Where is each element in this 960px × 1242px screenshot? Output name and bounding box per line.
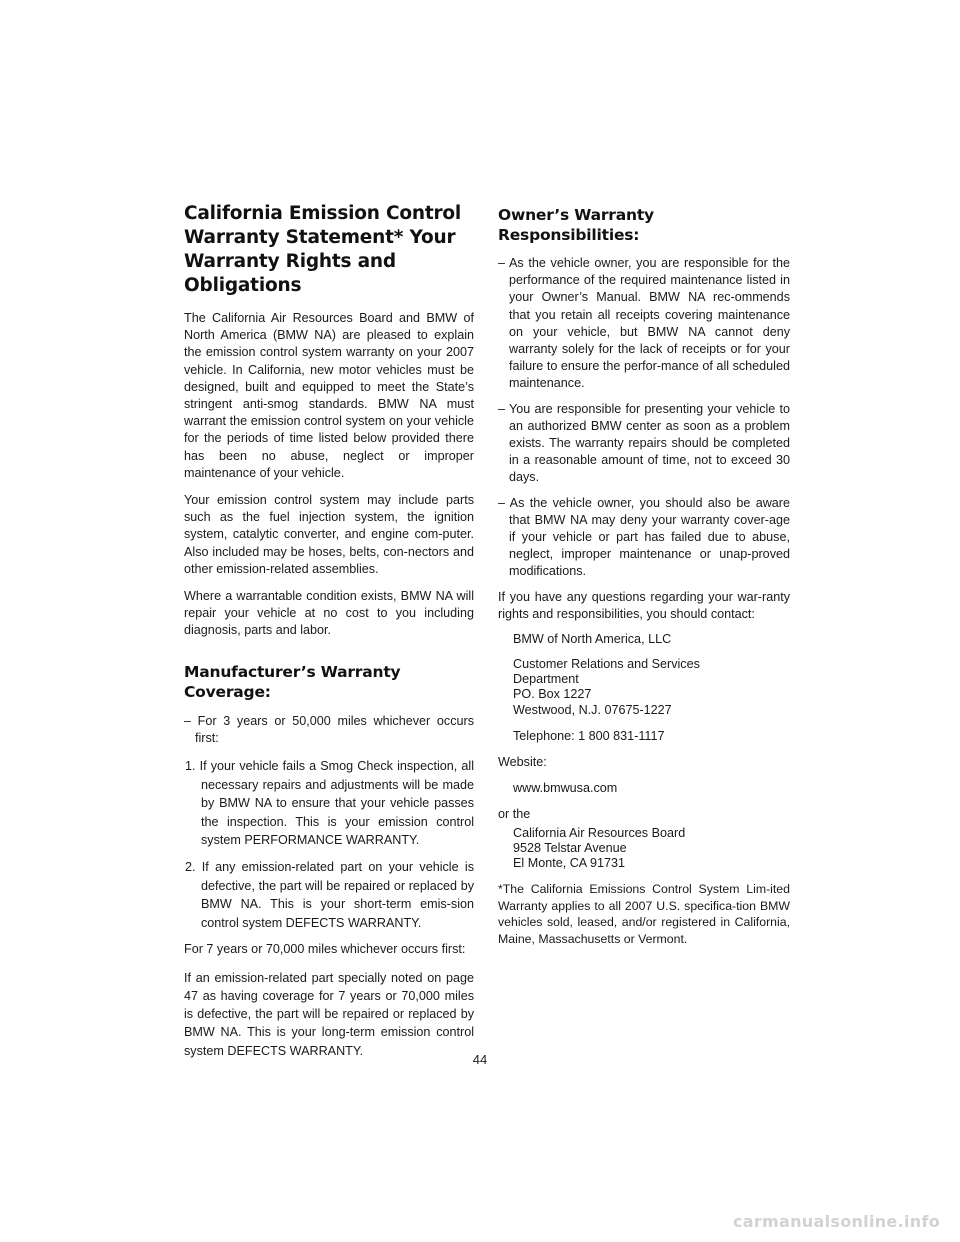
website-label: Website: xyxy=(498,754,547,769)
contact-address xyxy=(513,657,790,718)
repair-paragraph: Where a warrantable condition exists, BMW NA will repair your vehicle at no cost to you including diagnosis, parts and labor. xyxy=(184,589,474,638)
address-line: 9528 Telstar Avenue xyxy=(513,841,627,856)
right-column xyxy=(498,205,790,947)
page-title: California Emission Control Warranty Statement* Your Warranty Rights and Obligations xyxy=(184,203,462,296)
responsibility-item-3: – As the vehicle owner, you should also be aware that BMW NA may deny your warranty cover-age if your vehicle or part has failed due to abuse, neglect, improper maintenance or unap-proved modifications. xyxy=(498,495,790,579)
coverage-heading: Manufacturer’s Warranty Coverage: xyxy=(184,662,401,701)
page-number: 44 xyxy=(472,1052,488,1067)
watermark: carmanualsonline.info xyxy=(732,1212,940,1231)
intro-paragraph: The California Air Resources Board and BMW of North America (BMW NA) are pleased to explain the emission control system warranty on your 2007 vehicle. In California, new motor vehicles must be designed, built and equipped to meet the State’s stringent anti-smog standards. BMW NA must warrant the emission control system on your vehicle for the periods of time listed below provided there has been no abuse, neglect or improper maintenance of your vehicle. xyxy=(184,311,474,480)
address-line: Department xyxy=(513,672,579,687)
address-line: El Monte, CA 91731 xyxy=(513,856,626,871)
telephone: Telephone: 1 800 831-1117 xyxy=(513,728,665,743)
owner-responsibilities-heading: Owner’s Warranty Responsibilities: xyxy=(498,206,654,244)
seven-years-paragraph: For 7 years or 70,000 miles whichever occurs first: xyxy=(184,942,466,957)
address-line: California Air Resources Board xyxy=(513,825,686,840)
parts-paragraph: Your emission control system may include parts such as the fuel injection system, the ignition system, catalytic converter, and engine com-puter. Also included may be hoses, belts, con-nectors and other emission-related assemblies. xyxy=(184,493,474,576)
address-line: Westwood, N.J. 07675-1227 xyxy=(513,702,672,717)
numbered-list xyxy=(184,757,474,932)
questions-paragraph: If you have any questions regarding your war-ranty rights and responsibilities, you should contact: xyxy=(498,589,790,621)
numbered-item-1: 1. If your vehicle fails a Smog Check inspection, all necessary repairs and adjustments will be made by BMW NA to ensure that your vehicle passes the inspection. This is your emission control system PERFORMANCE WARRANTY. xyxy=(185,759,474,848)
numbered-item-2: 2. If any emission-related part on your vehicle is defective, the part will be repaired or replaced by BMW NA. This is your short-term emis-sion control system DEFECTS WARRANTY. xyxy=(185,860,474,930)
address-line: Customer Relations and Services xyxy=(513,657,700,672)
or-the-label: or the xyxy=(498,806,531,821)
coverage-dash-item: – For 3 years or 50,000 miles whichever occurs first: xyxy=(184,713,474,745)
address-line: PO. Box 1227 xyxy=(513,687,592,702)
responsibility-item-2: – You are responsible for presenting your vehicle to an authorized BMW center as soon as a problem exists. The warranty repairs should be completed in a reasonable amount of time, not to exceed 30 days. xyxy=(498,401,790,485)
carb-address xyxy=(513,826,790,872)
left-column xyxy=(184,198,474,1070)
company-name: BMW of North America, LLC xyxy=(513,632,672,647)
website-link[interactable]: www.bmwusa.com xyxy=(513,780,618,795)
responsibility-item-1: – As the vehicle owner, you are responsible for the performance of the required maintenance listed in your Owner’s Manual. BMW NA rec-ommends that you retain all receipts covering maintenance on your vehicle, but BMW NA cannot deny warranty solely for the lack of receipts or for your failure to ensure the perfor-mance of all scheduled maintenance. xyxy=(498,256,790,391)
long-term-paragraph: If an emission-related part specially noted on page 47 as having coverage for 7 years or 70,000 miles is defective, the part will be repaired or replaced by BMW NA. This is your long-term emission control system DEFECTS WARRANTY. xyxy=(184,970,474,1058)
footnote: *The California Emissions Control System Lim-ited Warranty applies to all 2007 U.S. specifica-tion BMW vehicles sold, leased, and/or registered in California, Maine, Massachusetts or Vermont. xyxy=(498,882,790,946)
